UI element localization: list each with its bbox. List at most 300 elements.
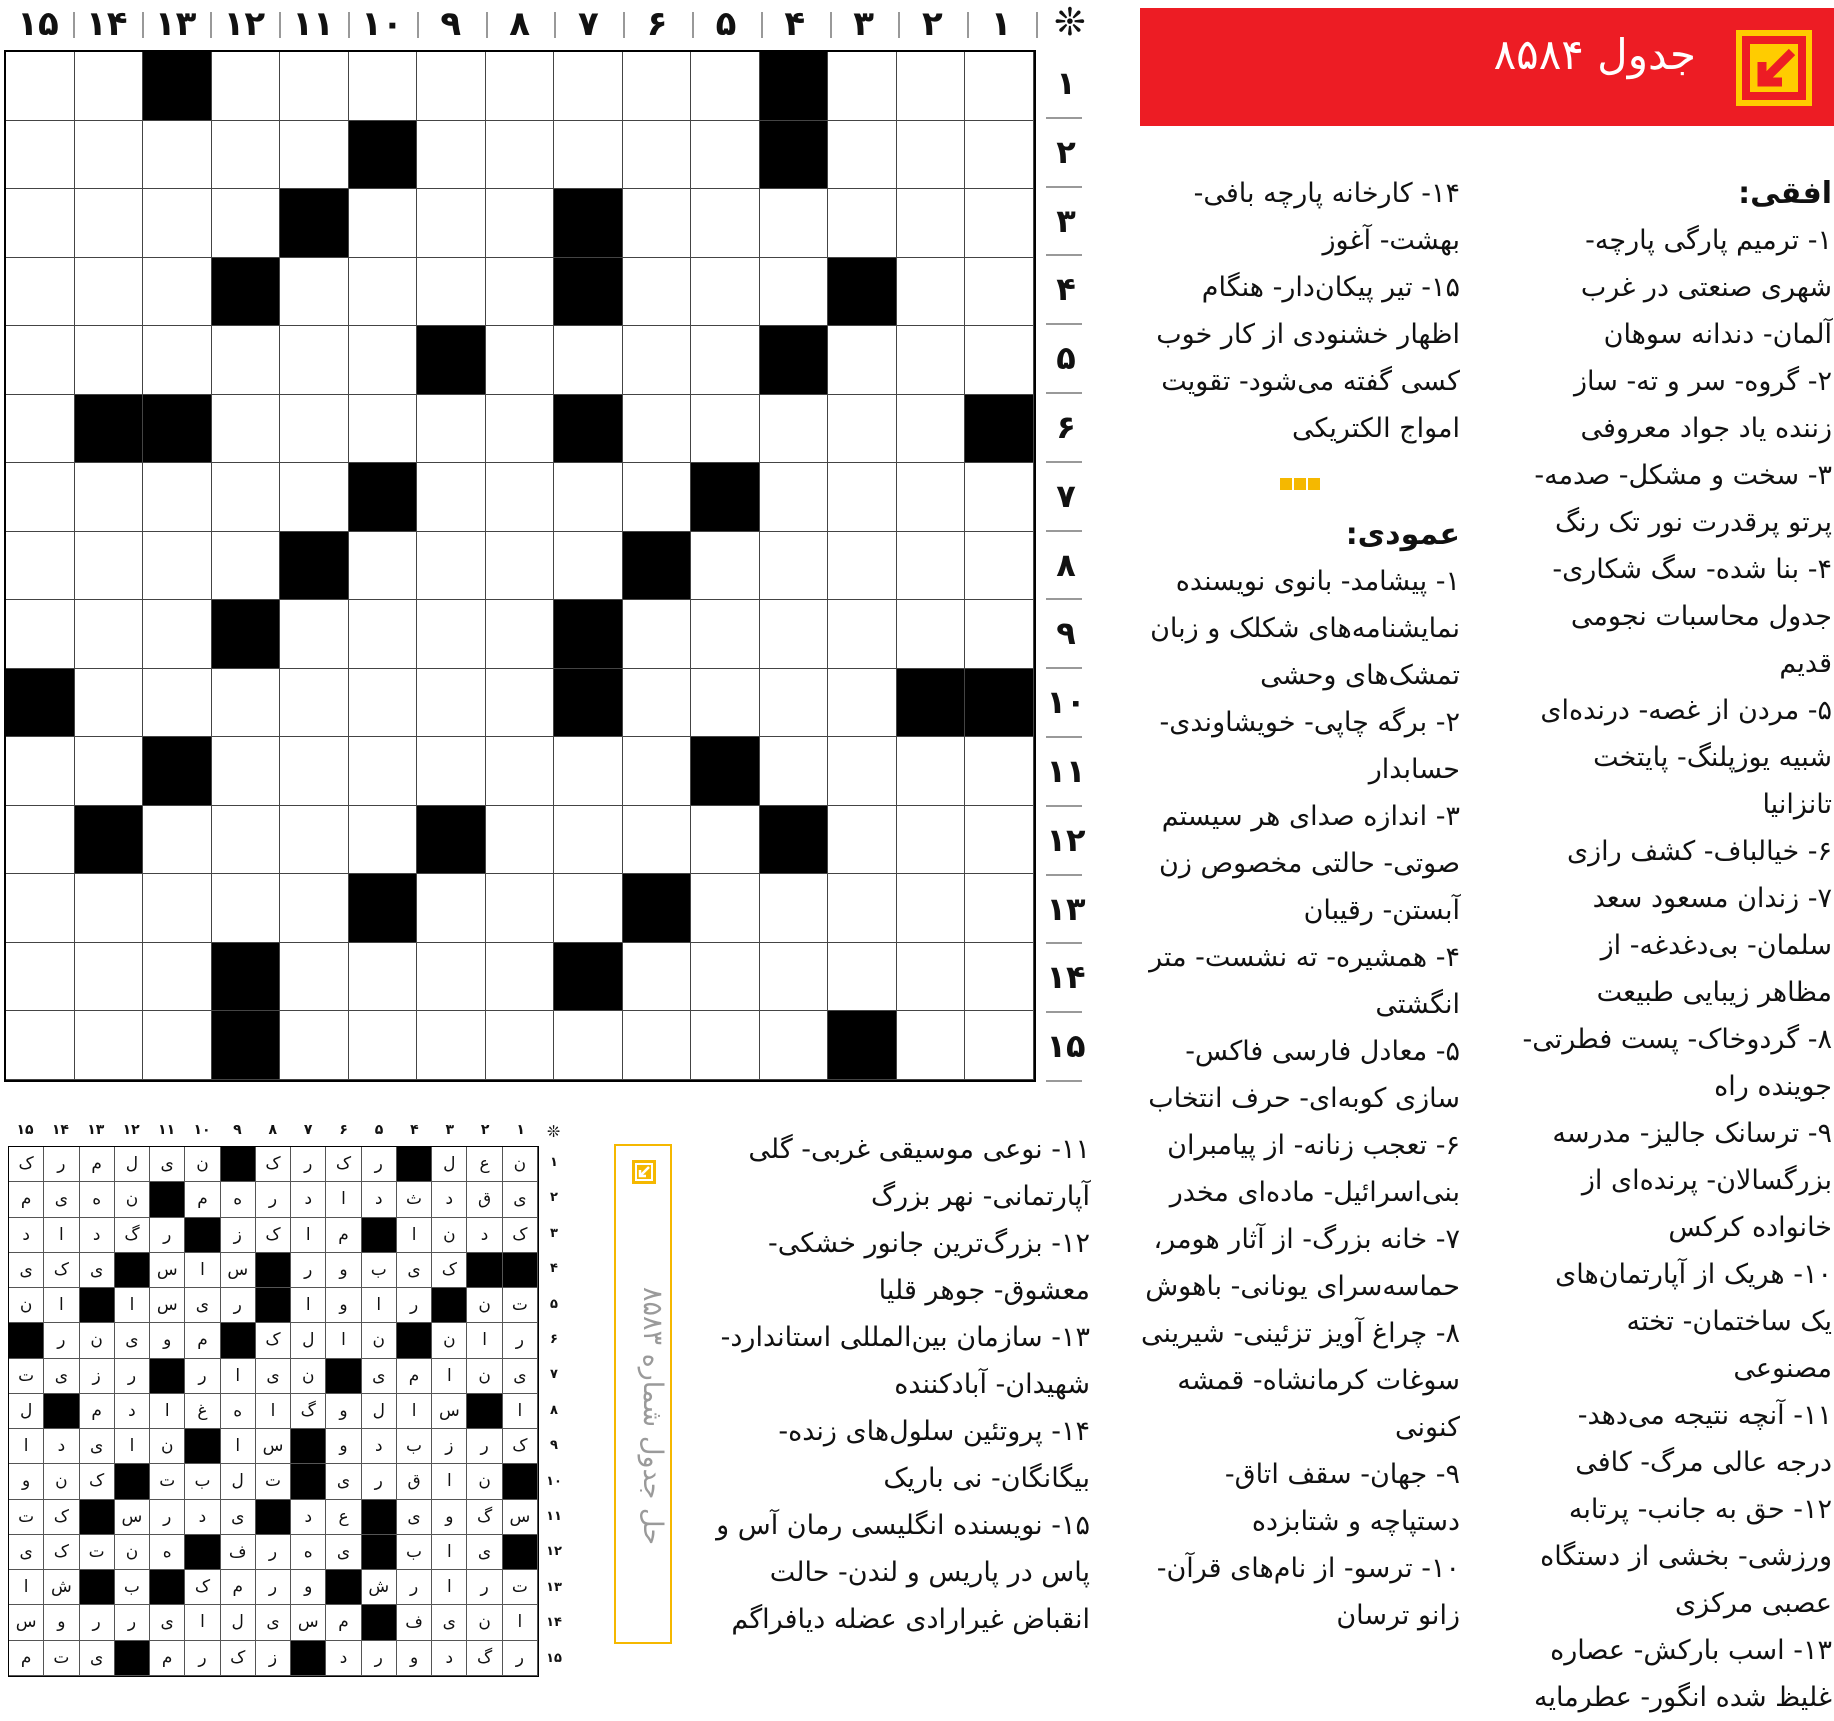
grid-cell[interactable] xyxy=(965,463,1034,532)
solution-cell: ا xyxy=(432,1535,467,1570)
row-separator xyxy=(1046,254,1082,256)
grid-cell[interactable] xyxy=(349,669,418,738)
grid-cell[interactable] xyxy=(965,943,1034,1012)
grid-cell[interactable] xyxy=(897,737,966,806)
solution-cell: ن xyxy=(185,1147,220,1182)
grid-cell[interactable] xyxy=(897,1011,966,1080)
grid-cell[interactable] xyxy=(623,669,692,738)
grid-cell[interactable] xyxy=(691,600,760,669)
grid-cell[interactable] xyxy=(897,463,966,532)
grid-cell[interactable] xyxy=(143,874,212,943)
grid-cell[interactable] xyxy=(417,943,486,1012)
grid-cell[interactable] xyxy=(280,52,349,121)
grid-cell[interactable] xyxy=(554,1011,623,1080)
solution-black-cell xyxy=(256,1288,291,1323)
grid-cell[interactable] xyxy=(828,874,897,943)
grid-cell[interactable] xyxy=(965,1011,1034,1080)
grid-cell[interactable] xyxy=(623,395,692,464)
grid-cell[interactable] xyxy=(623,806,692,875)
grid-cell[interactable] xyxy=(691,258,760,327)
grid-cell[interactable] xyxy=(6,943,75,1012)
grid-cell[interactable] xyxy=(897,258,966,327)
grid-cell[interactable] xyxy=(349,395,418,464)
grid-cell[interactable] xyxy=(623,52,692,121)
solution-cell: ی xyxy=(80,1641,115,1676)
grid-cell[interactable] xyxy=(212,121,281,190)
grid-cell[interactable] xyxy=(143,1011,212,1080)
grid-cell[interactable] xyxy=(486,600,555,669)
grid-cell[interactable] xyxy=(212,189,281,258)
grid-cell[interactable] xyxy=(6,600,75,669)
grid-cell[interactable] xyxy=(691,806,760,875)
solution-column-number: ۹ xyxy=(233,1122,242,1138)
solution-cell: و xyxy=(397,1641,432,1676)
grid-cell[interactable] xyxy=(212,326,281,395)
grid-cell[interactable] xyxy=(212,532,281,601)
grid-cell[interactable] xyxy=(75,532,144,601)
row-numbers xyxy=(1040,50,1092,1082)
solution-row-number: ۲ xyxy=(550,1190,558,1206)
grid-cell[interactable] xyxy=(623,189,692,258)
grid-cell[interactable] xyxy=(486,52,555,121)
grid-cell[interactable] xyxy=(75,943,144,1012)
grid-cell[interactable] xyxy=(828,395,897,464)
grid-cell[interactable] xyxy=(828,326,897,395)
grid-cell[interactable] xyxy=(143,532,212,601)
grid-cell[interactable] xyxy=(417,532,486,601)
grid-cell[interactable] xyxy=(486,943,555,1012)
solution-cell: ا xyxy=(326,1323,361,1358)
grid-cell[interactable] xyxy=(554,121,623,190)
grid-cell[interactable] xyxy=(486,326,555,395)
solution-cell: ن xyxy=(467,1288,502,1323)
clue: ۴- بنا شده- سگ شکاری- جدول محاسبات نجومی قدیم xyxy=(1552,554,1832,679)
grid-cell[interactable] xyxy=(623,737,692,806)
column-number: ۳ xyxy=(853,4,874,44)
solution-cell: ک xyxy=(256,1147,291,1182)
grid-cell[interactable] xyxy=(828,806,897,875)
grid-cell[interactable] xyxy=(691,669,760,738)
grid-cell[interactable] xyxy=(280,121,349,190)
grid-cell[interactable] xyxy=(691,1011,760,1080)
solution-black-cell xyxy=(115,1464,150,1499)
solution-cell: د xyxy=(80,1218,115,1253)
solution-black-cell xyxy=(150,1182,185,1217)
solution-cell: ی xyxy=(397,1253,432,1288)
solution-cell: م xyxy=(185,1182,220,1217)
grid-cell[interactable] xyxy=(691,874,760,943)
grid-cell[interactable] xyxy=(828,52,897,121)
solution-cell: ر xyxy=(397,1570,432,1605)
row-separator xyxy=(1046,598,1082,600)
grid-cell[interactable] xyxy=(417,669,486,738)
grid-cell[interactable] xyxy=(486,737,555,806)
grid-cell[interactable] xyxy=(965,258,1034,327)
grid-cell[interactable] xyxy=(75,874,144,943)
grid-cell[interactable] xyxy=(965,806,1034,875)
grid-cell[interactable] xyxy=(486,874,555,943)
grid-cell[interactable] xyxy=(486,1011,555,1080)
row-separator xyxy=(1046,736,1082,738)
grid-cell[interactable] xyxy=(349,600,418,669)
grid-cell[interactable] xyxy=(417,258,486,327)
grid-cell[interactable] xyxy=(760,395,829,464)
grid-cell[interactable] xyxy=(143,258,212,327)
grid-cell[interactable] xyxy=(828,737,897,806)
solution-row-number: ۱۴ xyxy=(546,1615,562,1631)
solution-column-number: ۱۳ xyxy=(87,1122,105,1138)
solution-cell: د xyxy=(467,1218,502,1253)
solution-cell: د xyxy=(44,1429,79,1464)
grid-cell[interactable] xyxy=(897,189,966,258)
grid-cell[interactable] xyxy=(417,737,486,806)
grid-cell[interactable] xyxy=(75,1011,144,1080)
column-separator xyxy=(692,12,694,38)
grid-cell[interactable] xyxy=(965,600,1034,669)
grid-cell[interactable] xyxy=(212,52,281,121)
grid-cell[interactable] xyxy=(212,669,281,738)
grid-cell[interactable] xyxy=(623,121,692,190)
grid-cell[interactable] xyxy=(280,737,349,806)
grid-cell[interactable] xyxy=(486,806,555,875)
solution-cell: ر xyxy=(503,1323,538,1358)
grid-cell[interactable] xyxy=(143,463,212,532)
solution-cell: ف xyxy=(397,1605,432,1640)
solution-black-cell xyxy=(326,1570,361,1605)
grid-cell[interactable] xyxy=(760,600,829,669)
row-number: ۵ xyxy=(1056,339,1076,378)
grid-cell[interactable] xyxy=(417,1011,486,1080)
row-number: ۹ xyxy=(1056,614,1076,653)
grid-cell[interactable] xyxy=(280,943,349,1012)
clue: ۹- ترسانک جالیز- مدرسه بزرگسالان- پرنده‌ای از خانواده کرکس xyxy=(1552,1118,1832,1243)
grid-cell[interactable] xyxy=(143,669,212,738)
grid-cell[interactable] xyxy=(6,532,75,601)
solution-cell: ه xyxy=(80,1182,115,1217)
grid-cell[interactable] xyxy=(6,395,75,464)
column-separator xyxy=(279,12,281,38)
grid-cell[interactable] xyxy=(965,326,1034,395)
grid-cell[interactable] xyxy=(6,874,75,943)
row-number: ۳ xyxy=(1056,201,1076,240)
grid-cell[interactable] xyxy=(486,258,555,327)
grid-cell[interactable] xyxy=(143,806,212,875)
grid-cell[interactable] xyxy=(280,600,349,669)
solution-black-cell xyxy=(291,1464,326,1499)
solution-cell: ف xyxy=(221,1535,256,1570)
clue: ۱۰- هریک از آپارتمان‌های یک ساختمان- تخته مصنوعی xyxy=(1555,1259,1832,1384)
row-number: ۶ xyxy=(1056,408,1076,446)
grid-cell[interactable] xyxy=(965,121,1034,190)
solution-cell: ر xyxy=(150,1500,185,1535)
solution-cell: گ xyxy=(467,1641,502,1676)
solution-cell: ی xyxy=(150,1147,185,1182)
grid-cell[interactable] xyxy=(417,395,486,464)
grid-cell[interactable] xyxy=(212,395,281,464)
solution-black-cell xyxy=(503,1535,538,1570)
grid-cell[interactable] xyxy=(623,1011,692,1080)
grid-cell[interactable] xyxy=(486,669,555,738)
grid-cell[interactable] xyxy=(349,1011,418,1080)
solution-black-cell xyxy=(503,1464,538,1499)
grid-cell[interactable] xyxy=(486,532,555,601)
grid-cell[interactable] xyxy=(75,737,144,806)
grid-cell[interactable] xyxy=(486,121,555,190)
grid-cell[interactable] xyxy=(828,189,897,258)
grid-cell[interactable] xyxy=(349,737,418,806)
solution-black-cell xyxy=(9,1323,44,1358)
grid-cell[interactable] xyxy=(349,52,418,121)
grid-cell[interactable] xyxy=(828,600,897,669)
grid-cell[interactable] xyxy=(75,600,144,669)
solution-row-numbers xyxy=(542,1146,566,1677)
solution-cell: ق xyxy=(467,1182,502,1217)
grid-cell[interactable] xyxy=(417,463,486,532)
solution-cell: ی xyxy=(44,1359,79,1394)
solution-cell: م xyxy=(9,1182,44,1217)
grid-cell[interactable] xyxy=(897,600,966,669)
clue: ۹- جهان- سقف اتاق- دستپاچه و شتابزده xyxy=(1224,1459,1460,1537)
grid-cell[interactable] xyxy=(212,806,281,875)
grid-cell[interactable] xyxy=(280,1011,349,1080)
grid-cell[interactable] xyxy=(897,326,966,395)
row-number: ۴ xyxy=(1056,270,1076,309)
grid-cell[interactable] xyxy=(760,874,829,943)
grid-cell[interactable] xyxy=(6,121,75,190)
column-separator xyxy=(761,12,763,38)
grid-cell[interactable] xyxy=(623,600,692,669)
grid-cell[interactable] xyxy=(554,806,623,875)
solution-cell: و xyxy=(9,1464,44,1499)
grid-cell[interactable] xyxy=(143,943,212,1012)
row-separator xyxy=(1046,942,1082,944)
column-separator xyxy=(486,12,488,38)
grid-cell[interactable] xyxy=(6,189,75,258)
grid-cell[interactable] xyxy=(6,806,75,875)
solution-cell: و xyxy=(432,1500,467,1535)
grid-cell[interactable] xyxy=(75,52,144,121)
black-cell xyxy=(828,258,897,327)
grid-cell[interactable] xyxy=(280,258,349,327)
grid-cell[interactable] xyxy=(965,189,1034,258)
star-icon: ❊ xyxy=(547,1122,561,1141)
grid-cell[interactable] xyxy=(897,943,966,1012)
grid-cell[interactable] xyxy=(75,669,144,738)
grid-cell[interactable] xyxy=(6,258,75,327)
solution-column-number: ۲ xyxy=(480,1122,490,1138)
grid-cell[interactable] xyxy=(965,532,1034,601)
solution-cell: ا xyxy=(256,1394,291,1429)
solution-cell: ت xyxy=(9,1359,44,1394)
grid-cell[interactable] xyxy=(554,463,623,532)
solution-cell: ل xyxy=(9,1394,44,1429)
clue: ۸- گردوخاک- پست فطرتی- جوینده راه xyxy=(1522,1024,1832,1102)
solution-cell: ن xyxy=(115,1182,150,1217)
solution-cell: ع xyxy=(467,1147,502,1182)
grid-cell[interactable] xyxy=(965,874,1034,943)
clue: ۱۰- ترسو- از نام‌های قرآن- زانو ترسان xyxy=(1156,1553,1460,1631)
solution-cell: د xyxy=(362,1429,397,1464)
grid-cell[interactable] xyxy=(75,121,144,190)
grid-cell[interactable] xyxy=(828,121,897,190)
grid-cell[interactable] xyxy=(75,258,144,327)
grid-cell[interactable] xyxy=(280,874,349,943)
grid-cell[interactable] xyxy=(897,121,966,190)
solution-cell: ا xyxy=(44,1218,79,1253)
grid-cell[interactable] xyxy=(554,874,623,943)
grid-cell[interactable] xyxy=(623,258,692,327)
solution-black-cell xyxy=(503,1253,538,1288)
grid-cell[interactable] xyxy=(760,463,829,532)
column-separator xyxy=(898,12,900,38)
grid-cell[interactable] xyxy=(760,669,829,738)
grid-cell[interactable] xyxy=(349,326,418,395)
grid-cell[interactable] xyxy=(417,52,486,121)
solution-cell: ز xyxy=(80,1359,115,1394)
solution-black-cell xyxy=(115,1641,150,1676)
grid-cell[interactable] xyxy=(6,1011,75,1080)
solution-cell: م xyxy=(150,1641,185,1676)
solution-cell: ن xyxy=(467,1359,502,1394)
grid-cell[interactable] xyxy=(965,52,1034,121)
grid-cell[interactable] xyxy=(623,326,692,395)
solution-cell: ر xyxy=(291,1253,326,1288)
row-number: ۸ xyxy=(1056,545,1076,584)
grid-cell[interactable] xyxy=(6,463,75,532)
grid-cell[interactable] xyxy=(691,52,760,121)
grid-cell[interactable] xyxy=(280,326,349,395)
grid-cell[interactable] xyxy=(828,943,897,1012)
black-cell xyxy=(212,943,281,1012)
column-separator xyxy=(967,12,969,38)
grid-cell[interactable] xyxy=(828,463,897,532)
grid-cell[interactable] xyxy=(349,806,418,875)
grid-cell[interactable] xyxy=(554,737,623,806)
grid-cell[interactable] xyxy=(6,52,75,121)
row-number: ۱۳ xyxy=(1046,889,1086,928)
grid-cell[interactable] xyxy=(75,463,144,532)
grid-cell[interactable] xyxy=(75,326,144,395)
grid-cell[interactable] xyxy=(417,600,486,669)
grid-cell[interactable] xyxy=(554,532,623,601)
grid-cell[interactable] xyxy=(760,532,829,601)
grid-cell[interactable] xyxy=(349,943,418,1012)
grid-cell[interactable] xyxy=(212,874,281,943)
solution-cell: ب xyxy=(397,1535,432,1570)
grid-cell[interactable] xyxy=(760,258,829,327)
grid-cell[interactable] xyxy=(280,463,349,532)
solution-cell: و xyxy=(44,1605,79,1640)
solution-cell: ل xyxy=(115,1147,150,1182)
grid-cell[interactable] xyxy=(417,121,486,190)
grid-cell[interactable] xyxy=(691,189,760,258)
grid-cell[interactable] xyxy=(760,1011,829,1080)
grid-cell[interactable] xyxy=(691,326,760,395)
grid-cell[interactable] xyxy=(897,52,966,121)
grid-cell[interactable] xyxy=(417,874,486,943)
grid-cell[interactable] xyxy=(965,737,1034,806)
grid-cell[interactable] xyxy=(897,395,966,464)
grid-cell[interactable] xyxy=(828,669,897,738)
solution-row-number: ۶ xyxy=(550,1332,558,1347)
solution-black-cell xyxy=(362,1218,397,1253)
grid-cell[interactable] xyxy=(828,532,897,601)
grid-cell[interactable] xyxy=(349,189,418,258)
grid-cell[interactable] xyxy=(623,463,692,532)
grid-cell[interactable] xyxy=(75,189,144,258)
grid-cell[interactable] xyxy=(349,258,418,327)
grid-cell[interactable] xyxy=(486,189,555,258)
grid-cell[interactable] xyxy=(486,395,555,464)
solution-black-cell xyxy=(397,1147,432,1182)
grid-cell[interactable] xyxy=(143,600,212,669)
grid-cell[interactable] xyxy=(212,463,281,532)
grid-cell[interactable] xyxy=(691,532,760,601)
grid-cell[interactable] xyxy=(760,189,829,258)
clue: ۱۴- کارخانه پارچه بافی- بهشت- آغوز xyxy=(1193,178,1460,256)
grid-cell[interactable] xyxy=(349,532,418,601)
solution-row-number: ۱۳ xyxy=(546,1579,562,1595)
grid-cell[interactable] xyxy=(897,806,966,875)
grid-cell[interactable] xyxy=(6,326,75,395)
solution-cell: ی xyxy=(503,1359,538,1394)
grid-cell[interactable] xyxy=(691,943,760,1012)
solution-black-cell xyxy=(362,1605,397,1640)
black-cell xyxy=(760,52,829,121)
column-separator xyxy=(348,12,350,38)
solution-cell: ک xyxy=(221,1641,256,1676)
grid-cell[interactable] xyxy=(760,943,829,1012)
grid-cell[interactable] xyxy=(280,806,349,875)
solution-cell: ر xyxy=(503,1641,538,1676)
solution-cell: ه xyxy=(221,1182,256,1217)
grid-cell[interactable] xyxy=(280,669,349,738)
grid-cell[interactable] xyxy=(143,326,212,395)
solution-cell: گ xyxy=(115,1218,150,1253)
clue: ۱۵- تیر پیکان‌دار- هنگام اظهار خشنودی از کار خوب کسی گفته می‌شود- تقویت امواج الکتریکی xyxy=(1156,272,1460,444)
solution-cell: ل xyxy=(362,1394,397,1429)
black-cell xyxy=(212,258,281,327)
grid-cell[interactable] xyxy=(280,395,349,464)
solution-cell: ب xyxy=(115,1570,150,1605)
solution-cell: ر xyxy=(362,1641,397,1676)
column-separator xyxy=(623,12,625,38)
row-separator xyxy=(1046,667,1082,669)
grid-cell[interactable] xyxy=(897,874,966,943)
column-separator xyxy=(417,12,419,38)
solution-cell: ک xyxy=(185,1570,220,1605)
solution-cell: ی xyxy=(432,1605,467,1640)
grid-cell[interactable] xyxy=(212,737,281,806)
grid-cell[interactable] xyxy=(6,737,75,806)
vertical-title: عمودی: xyxy=(1345,517,1460,552)
solution-cell: ر xyxy=(150,1218,185,1253)
grid-cell[interactable] xyxy=(417,189,486,258)
black-cell xyxy=(965,395,1034,464)
grid-cell[interactable] xyxy=(143,121,212,190)
corner-arrow-icon xyxy=(632,1160,656,1184)
grid-cell[interactable] xyxy=(623,943,692,1012)
grid-cell[interactable] xyxy=(143,189,212,258)
grid-cell[interactable] xyxy=(760,737,829,806)
solution-cell: ی xyxy=(467,1535,502,1570)
grid-cell[interactable] xyxy=(486,463,555,532)
grid-cell[interactable] xyxy=(554,52,623,121)
grid-cell[interactable] xyxy=(554,326,623,395)
grid-cell[interactable] xyxy=(691,395,760,464)
grid-cell[interactable] xyxy=(691,121,760,190)
grid-cell[interactable] xyxy=(897,532,966,601)
